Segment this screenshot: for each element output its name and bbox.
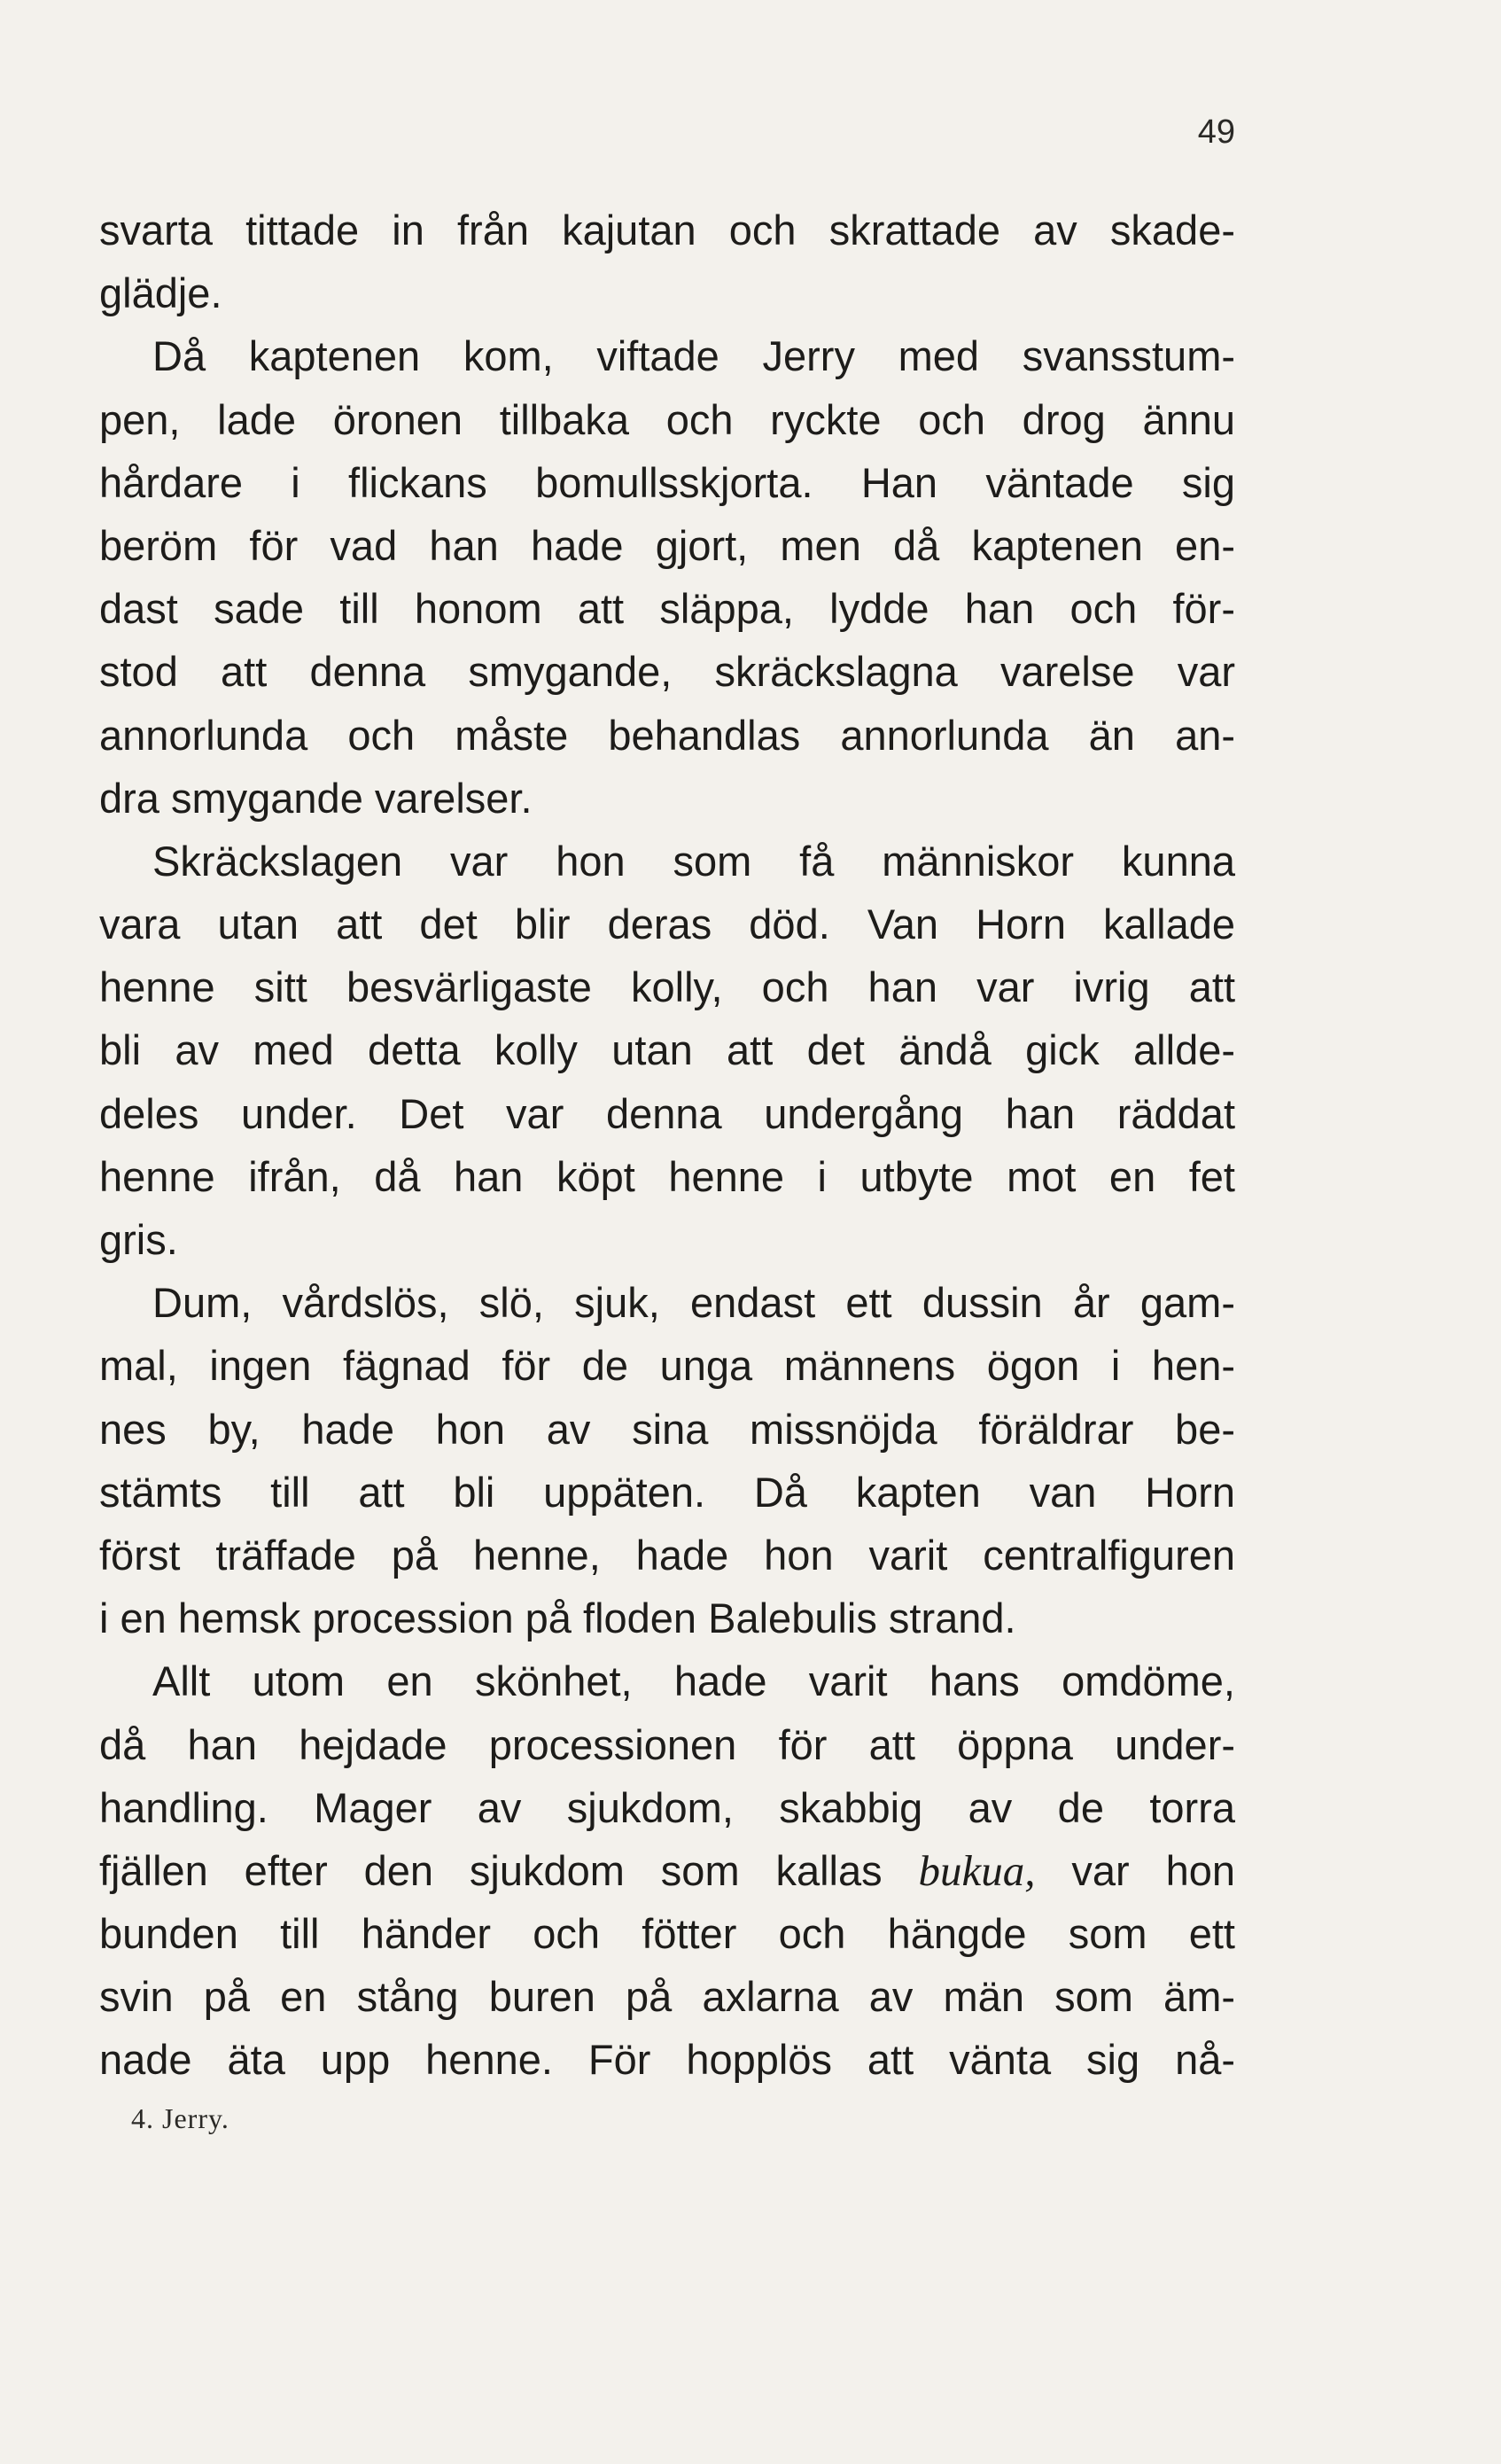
text-line-with-italic [99,1839,1235,1902]
page-number: 49 [1197,113,1235,151]
text-line: henne sitt besvärligaste kolly, och han var ivrig att [99,963,1235,1011]
text-line: stod att denna smygande, skräckslagna varelse var [99,648,1235,696]
text-line: deles under. Det var denna undergång han räddat [99,1089,1235,1137]
text-line: svin på en stång buren på axlarna av män som äm- [99,1973,1235,2021]
text-line: i en hemsk procession på floden Balebulis strand. [99,1595,1016,1642]
line-text-before-italic: fjällen efter den sjukdom som kallas [99,1846,919,1894]
text-line: mal, ingen fägnad för de unga männens ögon i hen- [99,1342,1235,1390]
text-line: hårdare i flickans bomullsskjorta. Han väntade sig [99,458,1235,506]
text-line: Då kaptenen kom, viftade Jerry med svansstum- [152,332,1235,380]
text-line: Skräckslagen var hon som få människor kunna [152,837,1235,885]
text-line: Allt utom en skönhet, hade varit hans omdöme, [152,1657,1235,1705]
text-line: nes by, hade hon av sina missnöjda föräldrar be- [99,1405,1235,1453]
text-line: henne ifrån, då han köpt henne i utbyte mot en fet [99,1152,1235,1200]
text-line: bli av med detta kolly utan att det ändå gick allde- [99,1026,1235,1074]
text-line: då han hejdade processionen för att öppna under- [99,1720,1235,1768]
text-line: handling. Mager av sjukdom, skabbig av de torra [99,1783,1235,1831]
line-text-after-italic: var hon [1035,1846,1236,1894]
text-line: dra smygande varelser. [99,774,533,822]
text-line: annorlunda och måste behandlas annorlunda än an- [99,711,1235,759]
text-line: svarta tittade in från kajutan och skrattade av skade- [99,207,1235,253]
text-line: bunden till händer och fötter och hängde som ett [99,1910,1235,1958]
text-line: stämts till att bli uppäten. Då kapten van Horn [99,1468,1235,1516]
text-line: dast sade till honom att släppa, lydde han och för- [99,585,1235,633]
printer-signature-mark: 4. Jerry. [131,2102,229,2134]
text-line: glädje. [99,269,222,317]
italic-term: bukua, [918,1845,1036,1895]
text-line: vara utan att det blir deras död. Van Horn kallade [99,901,1235,948]
text-line: gris. [99,1216,178,1263]
text-line: Dum, vårdslös, slö, sjuk, endast ett dussin år gam- [152,1279,1235,1327]
text-line: beröm för vad han hade gjort, men då kaptenen en- [99,521,1235,569]
text-line: först träffade på henne, hade hon varit centralfiguren [99,1531,1235,1579]
body-text [99,199,1235,2092]
text-line: pen, lade öronen tillbaka och ryckte och drog ännu [99,395,1235,443]
text-line: nade äta upp henne. För hopplös att vänta sig nå- [99,2036,1235,2084]
